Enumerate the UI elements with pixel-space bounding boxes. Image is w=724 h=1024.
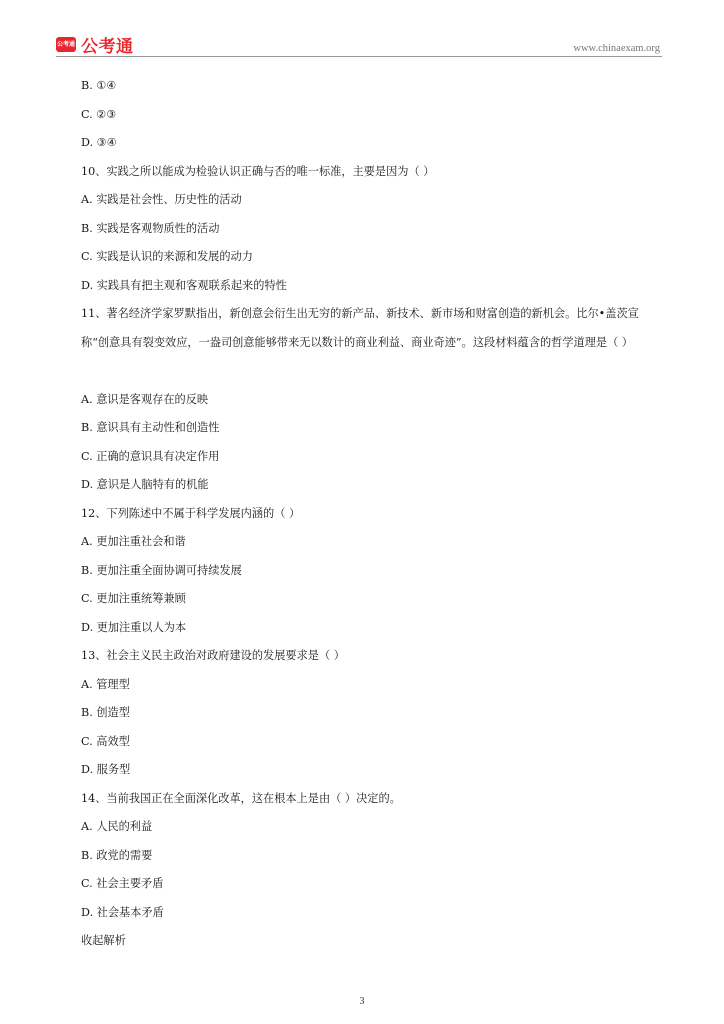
option-b: B. 政党的需要 — [81, 849, 153, 862]
page-number: 3 — [359, 996, 365, 1007]
page-header — [56, 34, 662, 57]
option-a: A. 意识是客观存在的反映 — [81, 393, 209, 406]
question-12: 12、下列陈述中不属于科学发展内涵的（ ） — [81, 507, 301, 520]
question-10: 10、实践之所以能成为检验认识正确与否的唯一标准，主要是因为（ ） — [81, 165, 435, 178]
option-c: C. 高效型 — [81, 735, 130, 748]
option-d: D. 服务型 — [81, 763, 131, 776]
question-11: 11、著名经济学家罗默指出，新创意会衍生出无穷的新产品、新技术、新市场和财富创造的新机会。比尔•盖茨宣称“创意具有裂变效应，一盎司创意能够带来无以数计的商业利益、商业奇迹”。这段材料蕴含的哲学道理是（ ） — [81, 307, 639, 349]
option-c: C. 正确的意识具有决定作用 — [81, 450, 220, 463]
option-b: B. ①④ — [81, 79, 117, 92]
site-url: www.chinaexam.org — [573, 43, 660, 54]
logo[interactable] — [56, 34, 134, 57]
option-a: A. 实践是社会性、历史性的活动 — [81, 193, 242, 206]
option-d: D. 社会基本矛盾 — [81, 906, 164, 919]
option-d: D. 更加注重以人为本 — [81, 621, 187, 634]
option-c: C. 社会主要矛盾 — [81, 877, 164, 890]
question-14: 14、当前我国正在全面深化改革，这在根本上是由（ ）决定的。 — [81, 792, 401, 805]
option-d: D. 意识是人脑特有的机能 — [81, 478, 209, 491]
option-c: C. ②③ — [81, 108, 117, 121]
option-b: B. 创造型 — [81, 706, 130, 719]
option-c: C. 更加注重统筹兼顾 — [81, 592, 186, 605]
option-a: A. 管理型 — [81, 678, 130, 691]
option-b: B. 实践是客观物质性的活动 — [81, 222, 220, 235]
option-a: A. 人民的利益 — [81, 820, 153, 833]
option-a: A. 更加注重社会和谐 — [81, 535, 186, 548]
collapse-analysis-link[interactable]: 收起解析 — [81, 934, 126, 947]
option-c: C. 实践是认识的来源和发展的动力 — [81, 250, 253, 263]
question-13: 13、社会主义民主政治对政府建设的发展要求是（ ） — [81, 649, 345, 662]
logo-badge: 公考通 — [56, 37, 76, 52]
logo-text: 公考通 — [81, 36, 134, 57]
option-d: D. 实践具有把主观和客观联系起来的特性 — [81, 279, 287, 292]
option-d: D. ③④ — [81, 136, 117, 149]
option-b: B. 更加注重全面协调可持续发展 — [81, 564, 242, 577]
option-b: B. 意识具有主动性和创造性 — [81, 421, 220, 434]
